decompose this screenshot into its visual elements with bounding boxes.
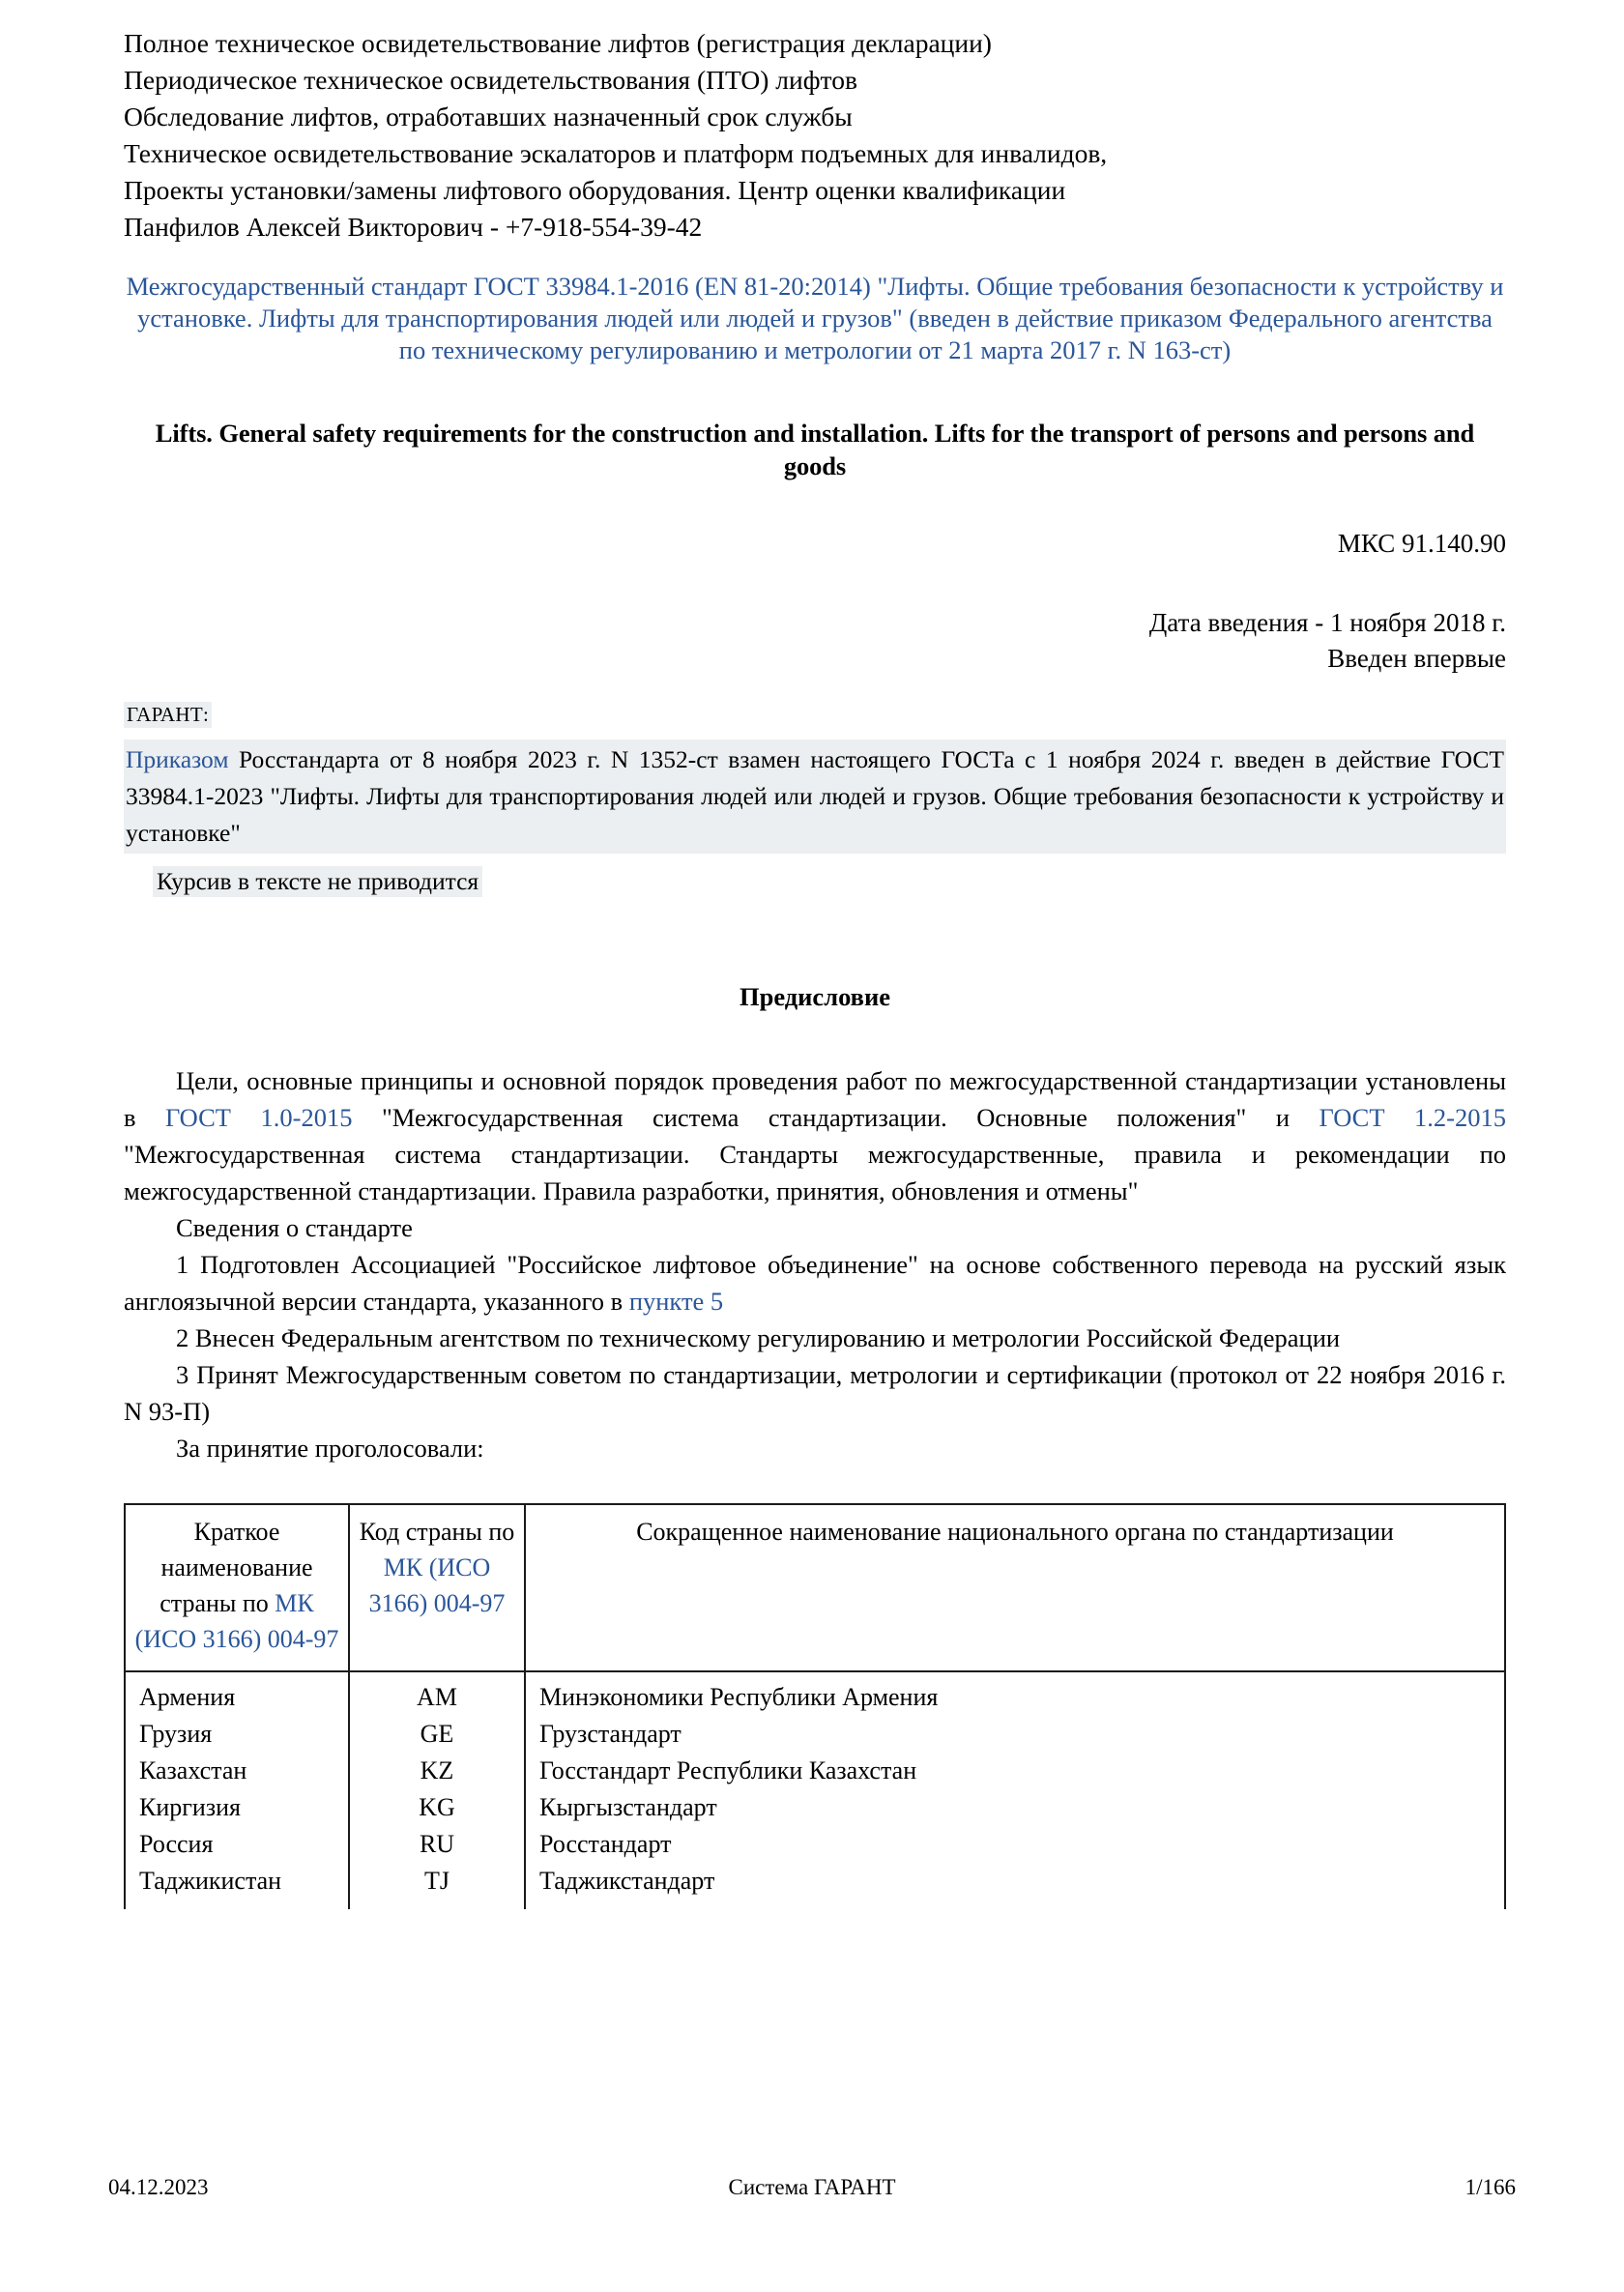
mk-iso-3166-link-col1[interactable]: МК (ИСО 3166) 004-97 xyxy=(134,1589,339,1653)
row-code: KZ xyxy=(349,1753,525,1789)
table-row xyxy=(125,1863,1505,1909)
row-code: TJ xyxy=(349,1863,525,1909)
preface-vote-intro: За принятие проголосовали: xyxy=(176,1434,484,1463)
page-footer xyxy=(108,2175,1516,2200)
introduction-date: Дата введения - 1 ноября 2018 г. xyxy=(1148,608,1506,637)
preface-paragraph-item-3: 3 Принят Межгосударственным советом по стандартизации, метрологии и сертификации (протокол от 22 ноября 2016 г. N 93-П) xyxy=(124,1360,1506,1426)
introduction-meta xyxy=(124,605,1506,677)
garant-order-link[interactable]: Приказом xyxy=(126,745,229,773)
gost-1-2-2015-link[interactable]: ГОСТ 1.2-2015 xyxy=(1319,1103,1506,1132)
row-code: RU xyxy=(349,1826,525,1863)
preface-p1-part-c: "Межгосударственная система стандартизации. Стандарты межгосударственные, правила и рекомендации по межгосударственной стандартизации. Правила разработки, принятия, обновления и отмены" xyxy=(124,1140,1506,1205)
header-col2-text: Код страны по xyxy=(359,1518,515,1546)
row-org: Кыргызстандарт xyxy=(525,1789,1505,1826)
row-country: Таджикистан xyxy=(125,1863,349,1909)
preface-p1-part-a: Цели, основные принципы и основной порядок проведения работ по межгосударственной стандартизации установлены в xyxy=(124,1066,1506,1132)
preface-paragraph-item-2: 2 Внесен Федеральным агентством по техническому регулированию и метрологии Российской Федерации xyxy=(176,1323,1341,1352)
table-row xyxy=(125,1716,1505,1753)
row-code: AM xyxy=(349,1671,525,1716)
preface-heading: Предисловие xyxy=(740,982,890,1011)
row-org: Таджикстандарт xyxy=(525,1863,1505,1909)
preface-p3-part-a: 1 Подготовлен Ассоциацией "Российское лифтовое объединение" на основе собственного перевода на русский язык англоязычной версии стандарта, указанного в xyxy=(124,1250,1506,1316)
header-col1-text: Краткое наименование страны по xyxy=(160,1518,313,1617)
promo-header xyxy=(124,25,1506,246)
row-country: Грузия xyxy=(125,1716,349,1753)
table-row xyxy=(125,1826,1505,1863)
promo-line-5: Проекты установки/замены лифтового оборудования. Центр оценки квалификации xyxy=(124,175,1066,205)
row-org: Минэкономики Республики Армения xyxy=(525,1671,1505,1716)
clause-5-link[interactable]: пункте 5 xyxy=(628,1287,724,1316)
footer-page-number: 1/166 xyxy=(1464,2175,1516,2199)
promo-line-6-contact: Панфилов Алексей Викторович - +7-918-554-39-42 xyxy=(124,212,703,242)
header-country-short-name xyxy=(125,1504,349,1671)
promo-line-1: Полное техническое освидетельствование лифтов (регистрация декларации) xyxy=(124,28,992,58)
row-country: Казахстан xyxy=(125,1753,349,1789)
vote-table-header-row xyxy=(125,1504,1505,1671)
preface-p1-part-b: "Межгосударственная система стандартизации. Основные положения" и xyxy=(352,1103,1320,1132)
table-row xyxy=(125,1789,1505,1826)
promo-line-3: Обследование лифтов, отработавших назначенный срок службы xyxy=(124,102,853,131)
gost-1-0-2015-link[interactable]: ГОСТ 1.0-2015 xyxy=(165,1103,353,1132)
preface-paragraph-item-1 xyxy=(124,1246,1506,1320)
garant-note xyxy=(124,701,1506,897)
promo-line-2: Периодическое техническое освидетельствования (ПТО) лифтов xyxy=(124,65,857,95)
preface-standard-info-label: Сведения о стандарте xyxy=(176,1213,413,1242)
page-content xyxy=(124,0,1506,1909)
vote-table-head xyxy=(125,1504,1505,1671)
row-country: Армения xyxy=(125,1671,349,1716)
mks-code: МКС 91.140.90 xyxy=(1337,529,1506,558)
table-row xyxy=(125,1753,1505,1789)
table-row xyxy=(125,1671,1505,1716)
footer-system-name: Система ГАРАНТ xyxy=(728,2175,896,2199)
header-national-body: Сокращенное наименование национального органа по стандартизации xyxy=(525,1504,1505,1671)
vote-table xyxy=(124,1503,1506,1909)
footer-date: 04.12.2023 xyxy=(108,2175,209,2199)
row-org: Росстандарт xyxy=(525,1826,1505,1863)
mk-iso-3166-link-col2[interactable]: МК (ИСО 3166) 004-97 xyxy=(368,1553,506,1617)
preface-paragraph-1 xyxy=(124,1062,1506,1209)
promo-line-4: Техническое освидетельствование эскалаторов и платформ подъемных для инвалидов, xyxy=(124,138,1108,168)
english-title: Lifts. General safety requirements for the construction and installation. Lifts for the transport of persons and persons and goods xyxy=(155,419,1475,480)
row-org: Госстандарт Республики Казахстан xyxy=(525,1753,1505,1789)
garant-italic-note: Курсив в тексте не приводится xyxy=(153,866,482,897)
row-org: Грузстандарт xyxy=(525,1716,1505,1753)
garant-label: ГАРАНТ: xyxy=(124,702,212,728)
row-code: KG xyxy=(349,1789,525,1826)
row-code: GE xyxy=(349,1716,525,1753)
row-country: Киргизия xyxy=(125,1789,349,1826)
document-title: Межгосударственный стандарт ГОСТ 33984.1-2016 (EN 81-20:2014) "Лифты. Общие требования безопасности к устройству и установке. Лифты для транспортирования людей или людей и грузов" (введен в действие приказом Федерального агентства по техническому регулированию и метрологии от 21 марта 2017 г. N 163-ст) xyxy=(126,272,1504,364)
row-country: Россия xyxy=(125,1826,349,1863)
vote-table-body xyxy=(125,1671,1505,1909)
header-country-code xyxy=(349,1504,525,1671)
introduced-first-time: Введен впервые xyxy=(1327,644,1506,673)
garant-note-text: Росстандарта от 8 ноября 2023 г. N 1352-ст взамен настоящего ГОСТа с 1 ноября 2024 г. введен в действие ГОСТ 33984.1-2023 "Лифты. Лифты для транспортирования людей или людей и грузов. Общие требования безопасности к устройству и установке" xyxy=(126,745,1504,847)
preface-body xyxy=(124,1062,1506,1466)
garant-note-body xyxy=(124,740,1506,854)
